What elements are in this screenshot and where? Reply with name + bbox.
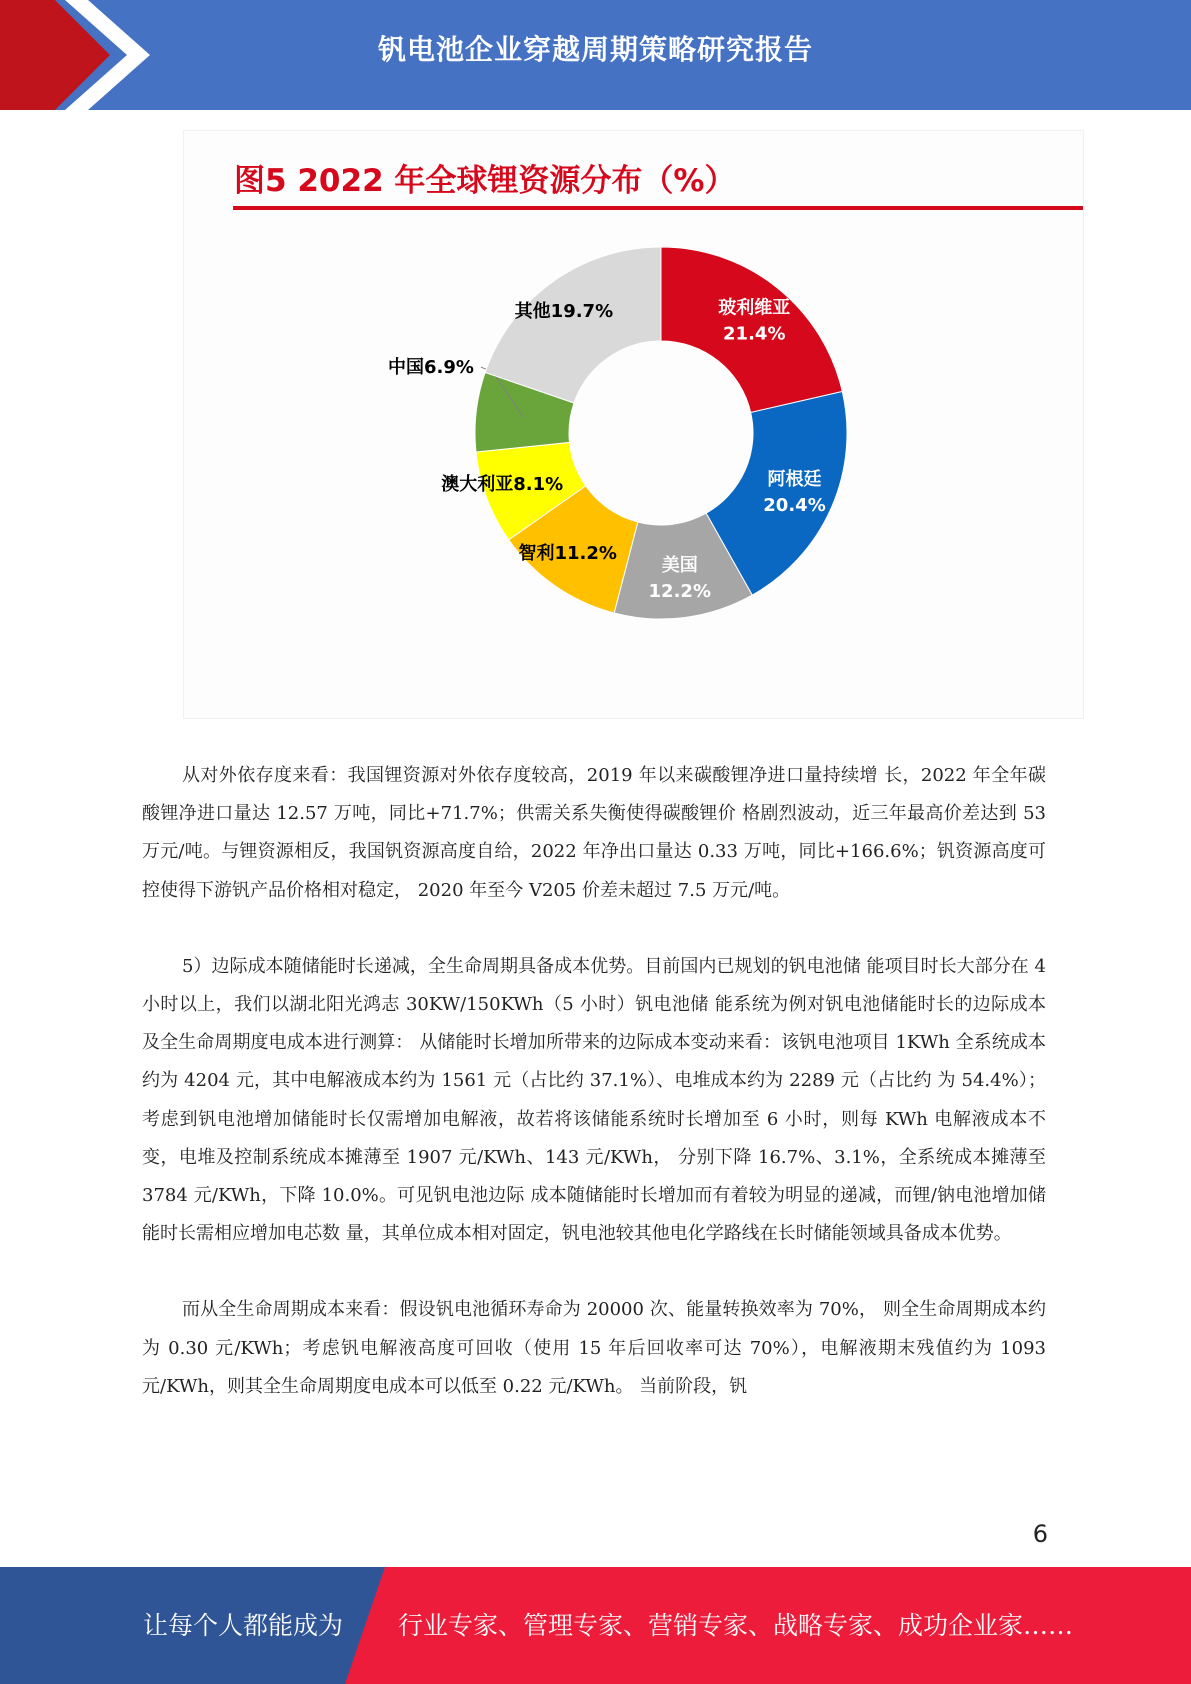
slice-label-3: 智利11.2% [518,542,617,564]
slice-label-6: 其他19.7% [514,300,614,322]
paragraph: 5）边际成本随储能时长递减，全生命周期具备成本优势。目前国内已规划的钒电池储 能项目时长大部分在 4 小时以上，我们以湖北阳光鸿志 30KW/150KWh（5 小时）钒电池储 能系统为例对钒电池储能时长的边际成本及全生命周期度电成本进行测算： 从储能时长增加所带来的边际成本变动来看：该钒电池项目 1KWh 全系统成本约为 4204 元，其中电解液成本约为 1561 元（占比约 37.1%）、电堆成本约为 2289 元（占比约 为 54.4%）；考虑到钒电池增加储能时长仅需增加电解液，故若将该储能系统时长增加至 6 小时，则每 KWh 电解液成本不变，电堆及控制系统成本摊薄至 1907 元/KWh、143 元/KWh， 分别下降 16.7%、3.1%，全系统成本摊薄至 3784 元/KWh，下降 10.0%。可见钒电池边际 成本随储能时长增加而有着较为明显的递减，而锂/钠电池增加储能时长需相应增加电芯数 量，其单位成本相对固定，钒电池较其他电化学路线在长时储能领域具备成本优势。 [142,955,1046,1245]
slice-label-4: 澳大利亚8.1% [441,474,564,496]
header-title: 钒电池企业穿越周期策略研究报告 [377,33,813,66]
page-footer [0,1567,1191,1684]
donut-slice-6 [485,247,661,403]
body-text [142,757,1046,1444]
donut-chart [184,131,1083,718]
page-header [0,0,1191,110]
page-number: 6 [1032,1520,1048,1548]
paragraph: 从对外依存度来看：我国锂资源对外依存度较高，2019 年以来碳酸锂净进口量持续增 长，2022 年全年碳酸锂净进口量达 12.57 万吨，同比+71.7%；供需关系失衡使得碳酸锂价 格剧烈波动，近三年最高价差达到 53 万元/吨。与锂资源相反，我国钒资源高度自给，2022 年净出口量达 0.33 万吨，同比+166.6%；钒资源高度可控使得下游钒产品价格相对稳定， 2020 年至今 V205 价差未超过 7.5 万元/吨。 [142,765,1046,901]
figure-panel [183,130,1084,719]
slice-label-1: 阿根廷 20.4% [763,469,826,517]
footer-slogan-left: 让每个人都能成为 [143,1611,344,1640]
footer-slogan-right: 行业专家、管理专家、营销专家、战略专家、成功企业家…… [398,1611,1074,1640]
slice-label-5: 中国6.9% [387,357,474,379]
paragraph: 而从全生命周期成本来看：假设钒电池循环寿命为 20000 次、能量转换效率为 70%， 则全生命周期成本约为 0.30 元/KWh；考虑钒电解液高度可回收（使用 15 年后回收率可达 70%），电解液期末残值约为 1093 元/KWh，则其全生命周期度电成本可以低至 0.22 元/KWh。 当前阶段，钒 [142,1299,1046,1397]
slice-label-2: 美国 12.2% [648,554,711,602]
slice-label-0: 玻利维亚 21.4% [718,297,791,345]
figure-title: 图5 2022 年全球锂资源分布（%） [234,163,736,199]
